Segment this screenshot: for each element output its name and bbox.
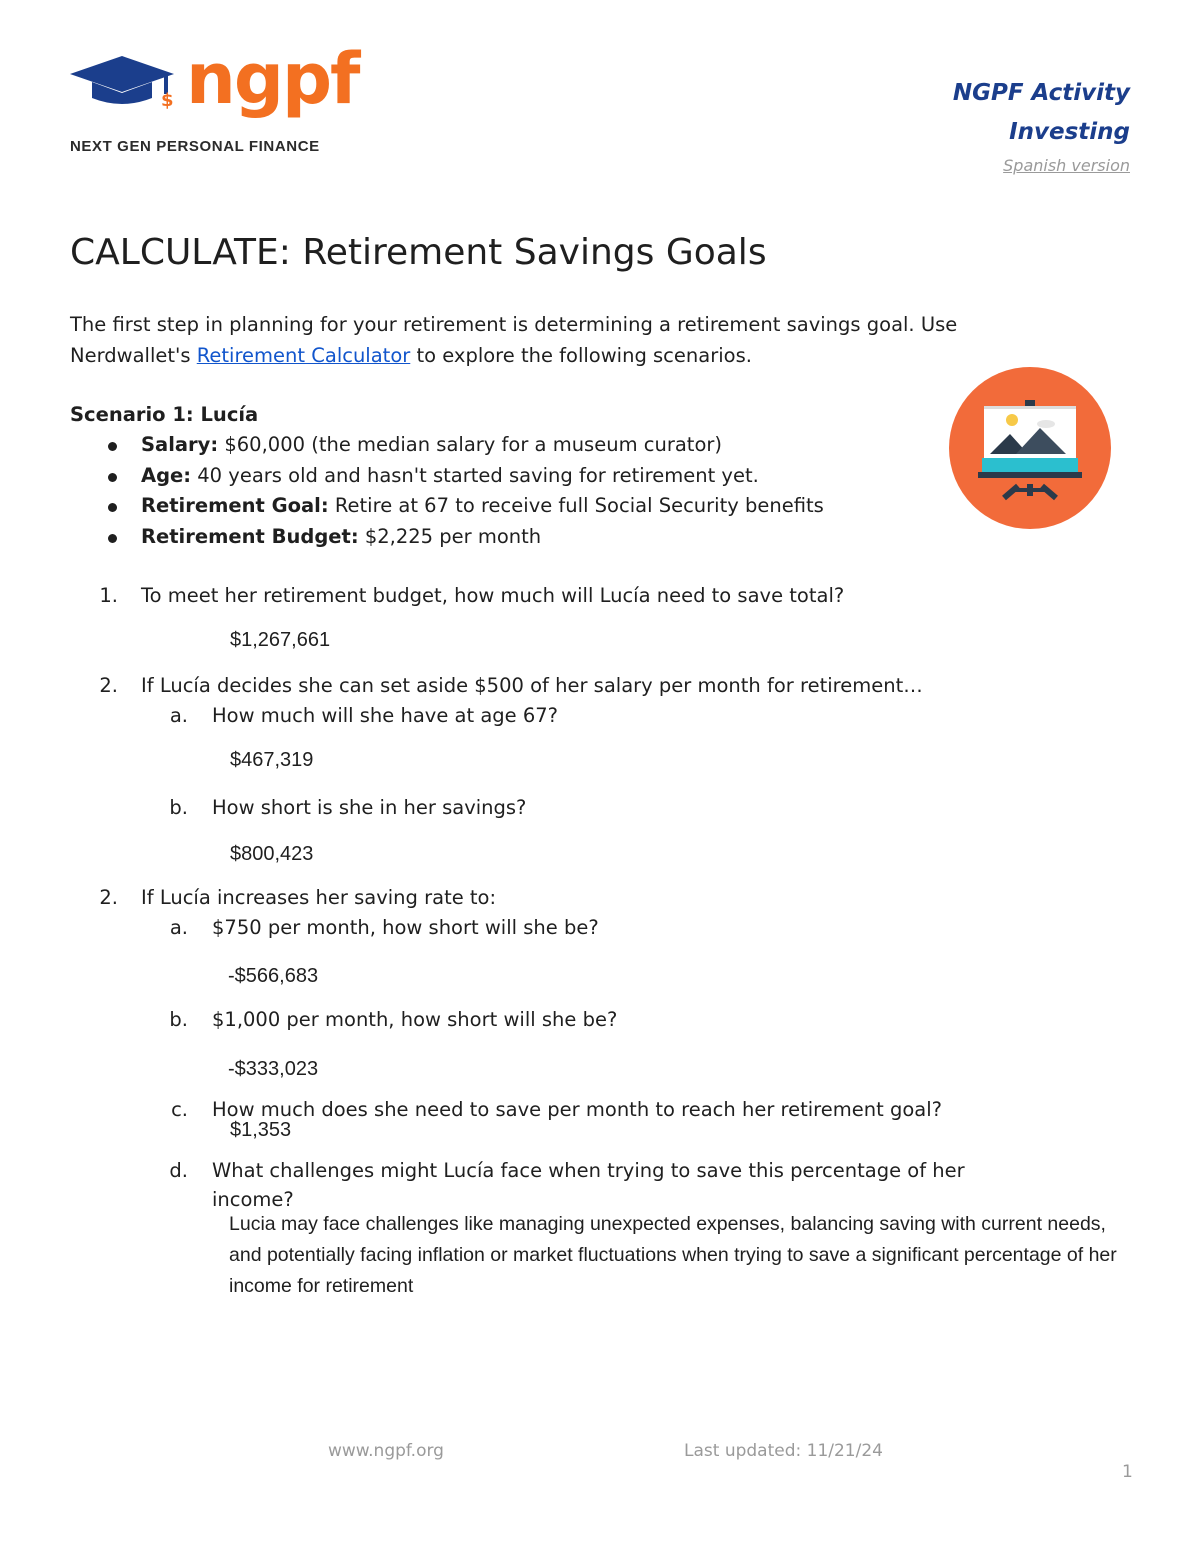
answer-field[interactable]: $467,319 <box>230 749 314 771</box>
question-text: How much will she have at age 67? <box>212 704 559 727</box>
scenario-title: Scenario 1: Lucía <box>70 403 259 426</box>
bullet-value: 40 years old and hasn't started saving for retirement yet. <box>191 463 759 487</box>
bullet-icon <box>108 442 117 451</box>
graduation-cap-icon <box>70 52 190 112</box>
answer-paragraph[interactable] <box>229 1209 1179 1302</box>
bullet-label: Retirement Goal: <box>141 494 329 517</box>
svg-text:$: $ <box>161 90 174 111</box>
question-number: 1. <box>99 584 118 607</box>
question-2 <box>99 671 1058 701</box>
page-title: CALCULATE: Retirement Savings Goals <box>70 232 767 273</box>
header-meta <box>953 74 1130 178</box>
bullet-icon <box>108 503 117 512</box>
bullet-icon <box>108 473 117 482</box>
answer-field[interactable]: $1,353 <box>230 1119 292 1141</box>
question-text: income? <box>212 1188 294 1211</box>
question-1 <box>99 581 1008 611</box>
question-letter: c. <box>171 1098 188 1121</box>
spanish-version-link[interactable]: Spanish version <box>1003 156 1130 175</box>
question-3 <box>99 883 1008 913</box>
bullet-label: Age: <box>141 463 192 487</box>
answer-field[interactable]: -$566,683 <box>228 965 319 987</box>
answer-field[interactable]: $800,423 <box>230 843 314 865</box>
activity-label: NGPF Activity <box>952 80 1130 106</box>
question-letter: b. <box>169 1008 188 1031</box>
logo-wordmark: ngpf <box>186 38 359 120</box>
question-letter: a. <box>169 704 188 727</box>
question-letter: a. <box>169 916 188 939</box>
logo-tagline: NEXT GEN PERSONAL FINANCE <box>70 138 320 155</box>
intro-text-end: to explore the following scenarios. <box>410 344 752 367</box>
question-number: 2. <box>99 886 118 909</box>
topic-label: Investing <box>1009 119 1130 145</box>
intro-text: The first step in planning for your retirement is determining a retirement savings goal. Use Nerdwallet's <box>70 313 958 367</box>
question-2b <box>169 793 978 823</box>
answer-line: income for retirement <box>229 1275 414 1297</box>
question-3a <box>169 913 978 943</box>
bullet-value: $60,000 (the median salary for a museum curator) <box>218 433 723 456</box>
easel-painting-icon <box>948 366 1112 530</box>
question-3d <box>169 1156 1078 1216</box>
question-text: How much does she need to save per month to reach her retirement goal? <box>212 1098 942 1121</box>
retirement-calculator-link[interactable]: Retirement Calculator <box>196 344 411 367</box>
answer-field[interactable]: -$333,023 <box>228 1058 319 1080</box>
question-number: 2. <box>99 674 118 697</box>
question-3b <box>169 1005 978 1035</box>
bullet-value: Retire at 67 to receive full Social Security benefits <box>328 494 824 517</box>
question-text: If Lucía increases her saving rate to: <box>141 886 497 909</box>
intro-paragraph <box>70 309 1070 371</box>
answer-field[interactable]: $1,267,661 <box>230 629 331 651</box>
question-text: $1,000 per month, how short will she be? <box>212 1008 618 1031</box>
question-text: $750 per month, how short will she be? <box>212 916 599 939</box>
question-2a <box>169 701 978 731</box>
answer-line: Lucia may face challenges like managing unexpected expenses, balancing saving with current needs, <box>229 1213 1106 1235</box>
question-letter: d. <box>169 1159 188 1182</box>
footer-last-updated: Last updated: 11/21/24 <box>684 1441 883 1461</box>
question-3c <box>171 1095 1078 1125</box>
answer-line: and potentially facing inflation or market fluctuations when trying to save a significant percentage of her <box>229 1244 1117 1266</box>
question-text: To meet her retirement budget, how much will Lucía need to save total? <box>141 584 845 607</box>
question-text: If Lucía decides she can set aside $500 of her salary per month for retirement… <box>141 674 923 697</box>
bullet-icon <box>108 534 117 543</box>
footer-website: www.ngpf.org <box>328 1441 444 1461</box>
bullet-label: Retirement Budget: <box>141 524 359 548</box>
question-text: What challenges might Lucía face when trying to save this percentage of her <box>212 1159 965 1182</box>
page-number: 1 <box>1122 1462 1133 1482</box>
bullet-label: Salary: <box>141 433 219 456</box>
question-letter: b. <box>169 796 188 819</box>
bullet-value: $2,225 per month <box>358 524 542 548</box>
question-text: How short is she in her savings? <box>212 796 527 819</box>
